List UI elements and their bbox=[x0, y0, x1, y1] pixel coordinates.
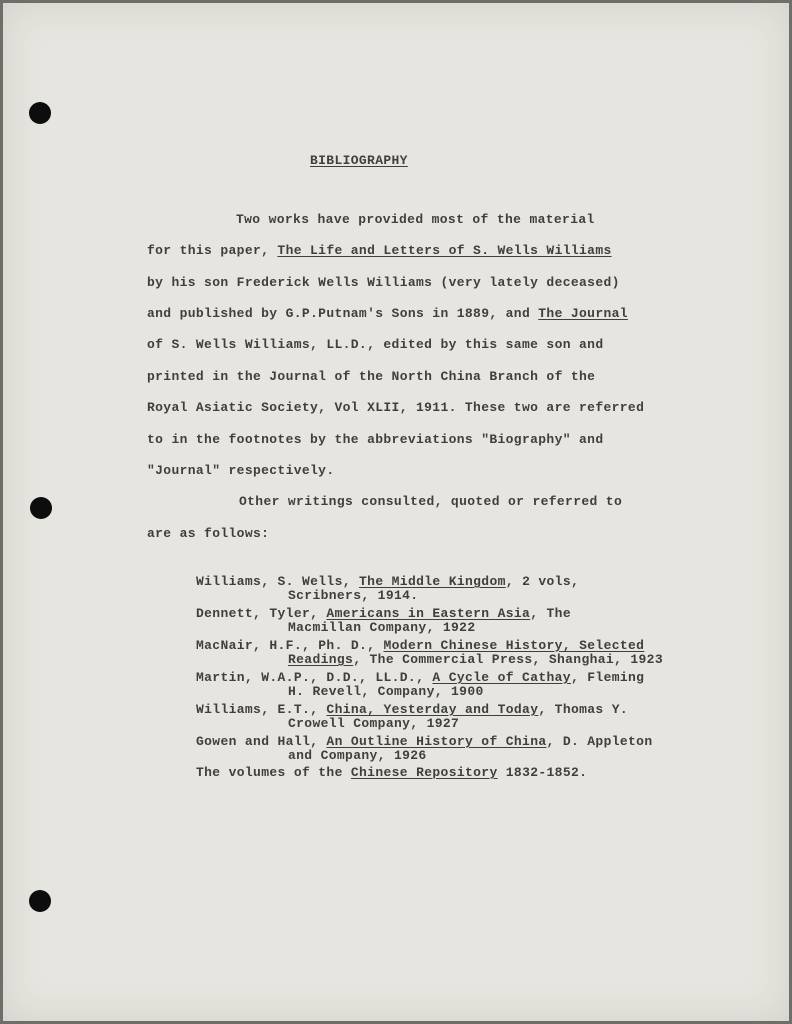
bib-author: The volumes of the bbox=[196, 765, 351, 780]
bib-author: Dennett, Tyler, bbox=[196, 606, 327, 621]
bib-entry-6 bbox=[196, 735, 652, 749]
punch-hole-top bbox=[29, 102, 51, 124]
other-line-2: are as follows: bbox=[147, 526, 270, 541]
bib-entry-5 bbox=[196, 703, 628, 717]
bib-entry-2-cont: Macmillan Company, 1922 bbox=[288, 620, 476, 635]
bib-entry-6-cont: and Company, 1926 bbox=[288, 748, 427, 763]
bib-title: An Outline History of China bbox=[326, 734, 547, 749]
book-title: The Journal bbox=[538, 306, 628, 321]
bib-author: Williams, S. Wells, bbox=[196, 574, 360, 589]
punch-hole-middle bbox=[30, 497, 52, 519]
intro-line-3: by his son Frederick Wells Williams (very lately deceased) bbox=[147, 275, 620, 290]
intro-line-9: "Journal" respectively. bbox=[147, 463, 335, 478]
bib-rest: , The bbox=[530, 606, 571, 621]
page-title: BIBLIOGRAPHY bbox=[310, 153, 408, 168]
bib-rest: 1832-1852. bbox=[497, 765, 588, 780]
bib-title: A Cycle of Cathay bbox=[432, 670, 571, 685]
bib-title: China, Yesterday and Today bbox=[326, 702, 539, 717]
bib-rest: , The Commercial Press, Shanghai, 1923 bbox=[353, 652, 663, 667]
bib-entry-3 bbox=[196, 639, 644, 653]
book-title: The Life and Letters of S. Wells Williams bbox=[277, 243, 612, 258]
bib-entry-1 bbox=[196, 575, 579, 589]
intro-line-5: of S. Wells Williams, LL.D., edited by this same son and bbox=[147, 337, 604, 352]
bib-title: Chinese Repository bbox=[350, 765, 498, 780]
bib-author: Williams, E.T., bbox=[196, 702, 327, 717]
bib-author: MacNair, H.F., Ph. D., bbox=[196, 638, 384, 653]
bib-rest: , Fleming bbox=[570, 670, 645, 685]
bib-entry-4-cont: H. Revell, Company, 1900 bbox=[288, 684, 484, 699]
other-line-1: Other writings consulted, quoted or referred to bbox=[239, 494, 623, 509]
bib-entry-1-cont: Scribners, 1914. bbox=[288, 588, 419, 603]
bib-rest: , Thomas Y. bbox=[538, 702, 629, 717]
bib-entry-7 bbox=[196, 766, 587, 780]
bib-author: Gowen and Hall, bbox=[196, 734, 327, 749]
punch-hole-bottom bbox=[29, 890, 51, 912]
bib-title: The Middle Kingdom bbox=[359, 574, 506, 589]
bib-rest: , D. Appleton bbox=[546, 734, 653, 749]
intro-line-6: printed in the Journal of the North China Branch of the bbox=[147, 369, 596, 384]
intro-line-8: to in the footnotes by the abbreviations "Biography" and bbox=[147, 432, 604, 447]
intro-line-1: Two works have provided most of the material bbox=[236, 212, 595, 227]
intro-line-2 bbox=[147, 243, 612, 258]
bib-author: Martin, W.A.P., D.D., LL.D., bbox=[196, 670, 433, 685]
bib-rest: , 2 vols, bbox=[505, 574, 580, 589]
intro-text: and published by G.P.Putnam's Sons in 1889, and bbox=[147, 306, 539, 321]
bib-entry-3-cont bbox=[288, 653, 663, 667]
intro-line-4 bbox=[147, 306, 628, 321]
bib-entry-5-cont: Crowell Company, 1927 bbox=[288, 716, 460, 731]
bib-title: Americans in Eastern Asia bbox=[326, 606, 531, 621]
bib-title: Modern Chinese History, Selected bbox=[383, 638, 645, 653]
paper-page bbox=[3, 3, 789, 1021]
intro-text: for this paper, bbox=[147, 243, 278, 258]
bib-entry-2 bbox=[196, 607, 571, 621]
bib-entry-4 bbox=[196, 671, 644, 685]
bib-title: Readings bbox=[288, 652, 354, 667]
intro-line-7: Royal Asiatic Society, Vol XLII, 1911. These two are referred bbox=[147, 400, 645, 415]
